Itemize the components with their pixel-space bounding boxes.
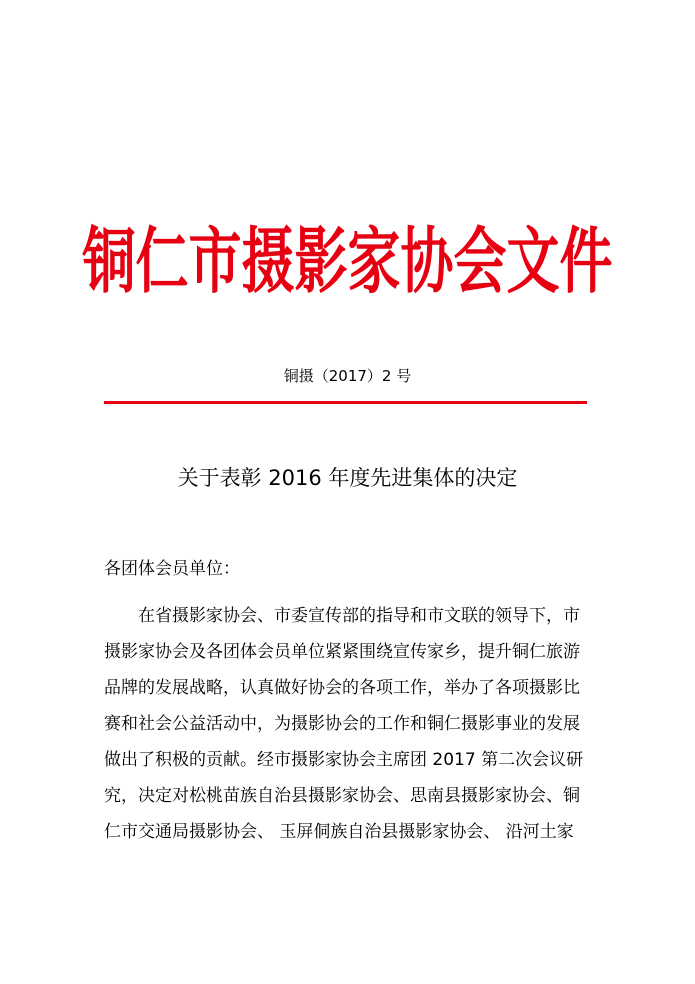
body-line: 赛和社会公益活动中，为摄影协会的工作和铜仁摄影事业的发展 (104, 714, 580, 734)
body-line: 在省摄影家协会、市委宣传部的指导和市文联的领导下，市 (138, 606, 580, 626)
body-line: 做出了积极的贡献。经市摄影家协会主席团 2017 第二次会议研 (104, 750, 584, 770)
masthead-title: 铜仁市摄影家协会文件 (82, 221, 613, 304)
body-line: 究，决定对松桃苗族自治县摄影家协会、思南县摄影家协会、铜 (104, 786, 580, 806)
body-paragraph (104, 598, 590, 850)
body-line: 摄影家协会及各团体会员单位紧紧围绕宣传家乡，提升铜仁旅游 (104, 642, 580, 662)
body-line: 品牌的发展战略，认真做好协会的各项工作，举办了各项摄影比 (104, 678, 580, 698)
body-line: 仁市交通局摄影协会、 玉屏侗族自治县摄影家协会、 沿河土家 (104, 822, 574, 842)
red-divider-line (104, 401, 587, 404)
salutation: 各团体会员单位： (104, 559, 240, 579)
document-number: 铜摄（2017）2 号 (283, 367, 412, 385)
document-title: 关于表彰 2016 年度先进集体的决定 (177, 466, 518, 490)
